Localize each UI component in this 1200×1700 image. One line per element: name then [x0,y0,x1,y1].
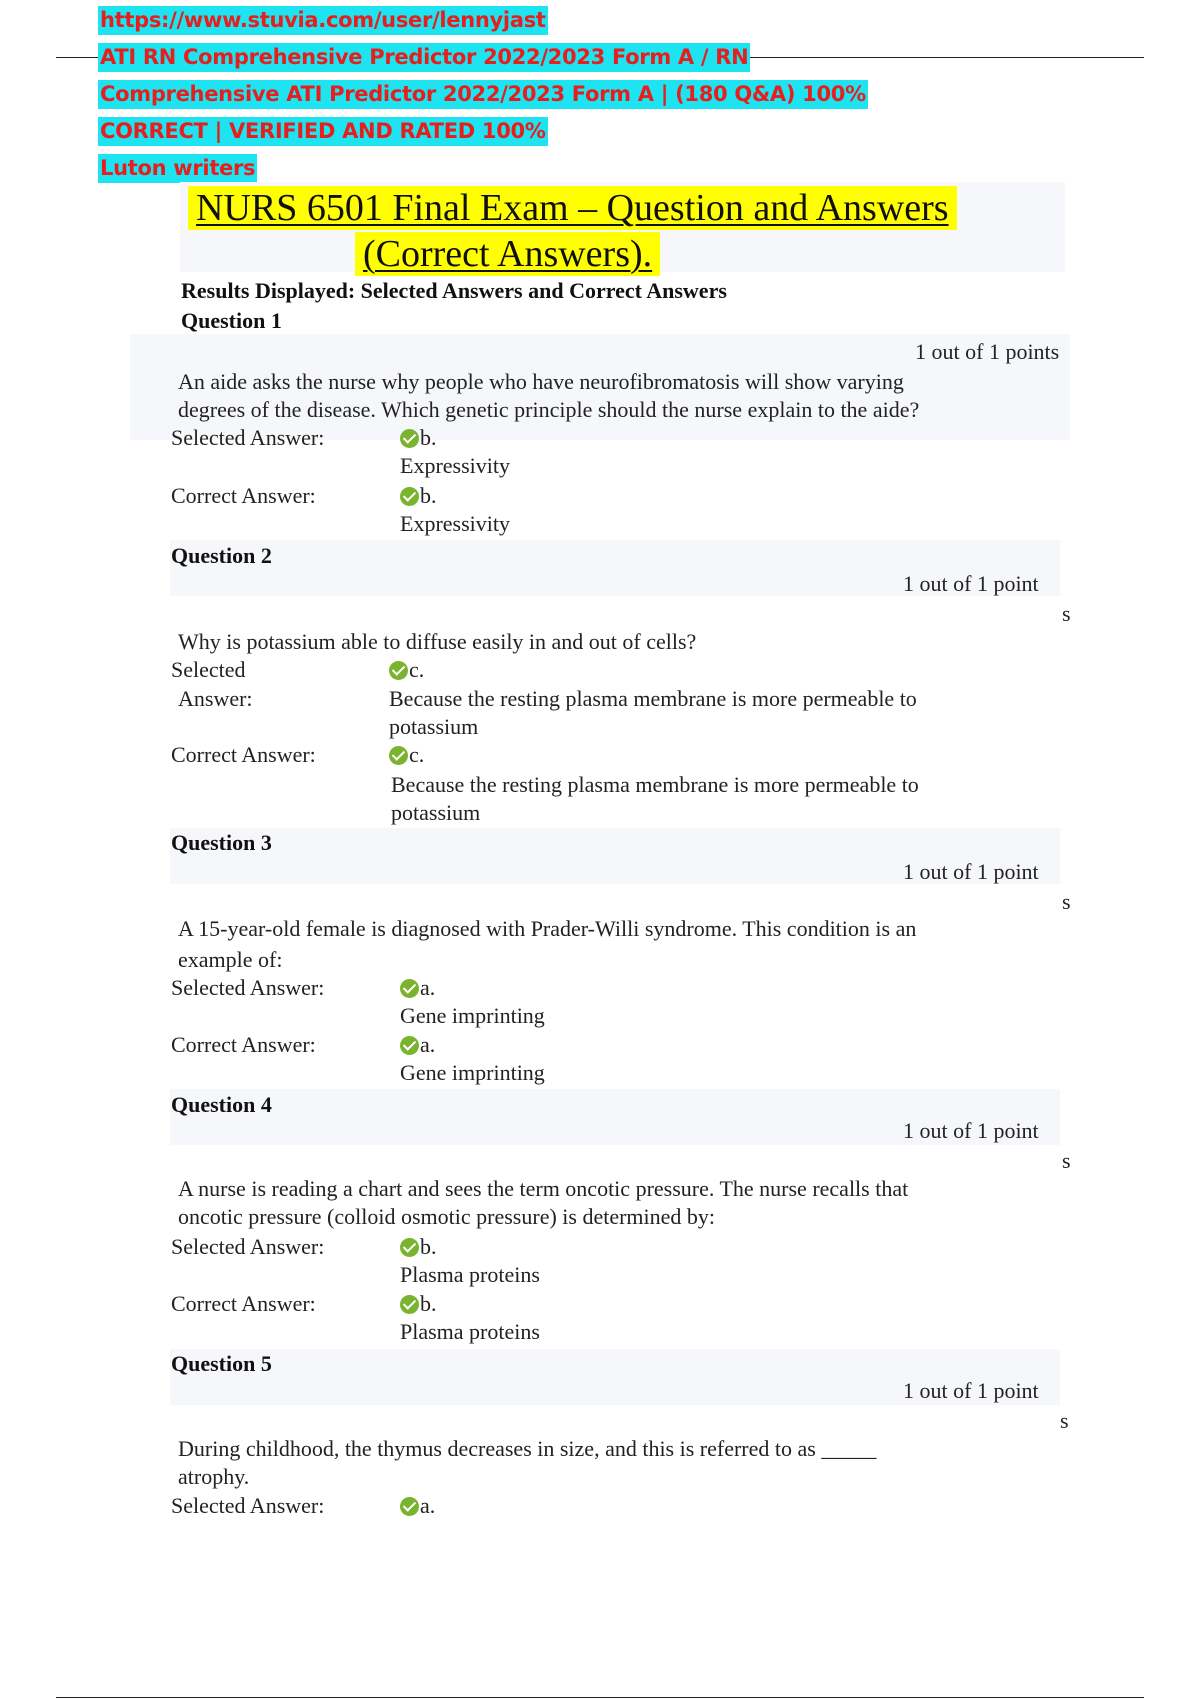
question-4-selected-option: b. [400,1233,437,1261]
question-2-correct-label: Correct Answer: [171,742,316,767]
question-5-text-1: During childhood, the thymus decreases in size, and this is referred to as _____ [178,1436,877,1461]
correct-check-icon [389,661,408,680]
question-3-correct-text: Gene imprinting [400,1060,545,1085]
correct-check-icon [400,1295,419,1314]
question-1-selected-option: b. [400,424,437,452]
question-3-correct-option: a. [400,1031,435,1059]
question-2-correct-option: c. [389,741,424,769]
question-1-correct-text: Expressivity [400,511,510,536]
question-3-selected-option: a. [400,974,435,1002]
header-line-2: Comprehensive ATI Predictor 2022/2023 Form A | (180 Q&A) 100% [98,80,868,109]
question-4-text-1: A nurse is reading a chart and sees the term oncotic pressure. The nurse recalls that [178,1176,909,1201]
question-5-points: 1 out of 1 point [903,1378,1039,1403]
question-1-selected-label: Selected Answer: [171,425,325,450]
question-2-selected-text-2: potassium [389,714,479,739]
header-line-1: ATI RN Comprehensive Predictor 2022/2023 Form A / RN [98,43,750,72]
results-displayed: Results Displayed: Selected Answers and Correct Answers [181,278,727,303]
question-3-selected-text: Gene imprinting [400,1003,545,1028]
question-2-text-1: Why is potassium able to diffuse easily in and out of cells? [178,629,697,654]
question-5-selected-label: Selected Answer: [171,1493,325,1518]
question-4-correct-option: b. [400,1290,437,1318]
question-2-points: 1 out of 1 point [903,571,1039,596]
question-4-points: 1 out of 1 point [903,1118,1039,1143]
header-url[interactable]: https://www.stuvia.com/user/lennyjast [98,6,548,35]
question-5-selected-option: a. [400,1492,435,1520]
question-5-heading: Question 5 [171,1351,272,1376]
question-3-correct-label: Correct Answer: [171,1032,316,1057]
header-line-4: Luton writers [98,154,257,183]
question-3-text-2: example of: [178,947,283,972]
question-2-heading: Question 2 [171,543,272,568]
correct-check-icon [400,979,419,998]
question-4-heading: Question 4 [171,1092,272,1117]
question-3-selected-label: Selected Answer: [171,975,325,1000]
question-2-selected-label-1: Selected [171,657,246,682]
header-line-3: CORRECT | VERIFIED AND RATED 100% [98,117,548,146]
correct-check-icon [389,746,408,765]
question-4-correct-text: Plasma proteins [400,1319,540,1344]
question-1-points: 1 out of 1 points [915,339,1060,364]
question-4-points-tail: s [1062,1148,1071,1173]
question-4-selected-label: Selected Answer: [171,1234,325,1259]
question-1-correct-option: b. [400,482,437,510]
correct-check-icon [400,1497,419,1516]
question-2-correct-text-2: potassium [391,800,481,825]
question-2-points-tail: s [1062,601,1071,626]
question-4-selected-text: Plasma proteins [400,1262,540,1287]
question-5-points-tail: s [1060,1408,1069,1433]
question-3-points: 1 out of 1 point [903,859,1039,884]
question-2-selected-text-1: Because the resting plasma membrane is more permeable to [389,686,917,711]
question-1-selected-text: Expressivity [400,453,510,478]
correct-check-icon [400,1238,419,1257]
page-title-line-2: (Correct Answers). [355,232,660,276]
question-3-text-1: A 15-year-old female is diagnosed with Prader-Willi syndrome. This condition is an [178,916,917,941]
correct-check-icon [400,1036,419,1055]
question-1-heading: Question 1 [181,308,282,333]
question-1-text-2: degrees of the disease. Which genetic principle should the nurse explain to the aide? [178,397,920,422]
question-2-selected-label-2: Answer: [178,686,253,711]
correct-check-icon [400,429,419,448]
page-title-line-1: NURS 6501 Final Exam – Question and Answers [188,186,957,230]
question-4-correct-label: Correct Answer: [171,1291,316,1316]
question-2-correct-text-1: Because the resting plasma membrane is more permeable to [391,772,919,797]
question-3-heading: Question 3 [171,830,272,855]
question-1-text-1: An aide asks the nurse why people who have neurofibromatosis will show varying [178,369,904,394]
correct-check-icon [400,487,419,506]
question-3-points-tail: s [1062,889,1071,914]
question-5-text-2: atrophy. [178,1464,250,1489]
footer-rule [56,1697,1144,1698]
question-2-selected-option: c. [389,656,424,684]
question-1-correct-label: Correct Answer: [171,483,316,508]
question-4-text-2: oncotic pressure (colloid osmotic pressure) is determined by: [178,1204,716,1229]
